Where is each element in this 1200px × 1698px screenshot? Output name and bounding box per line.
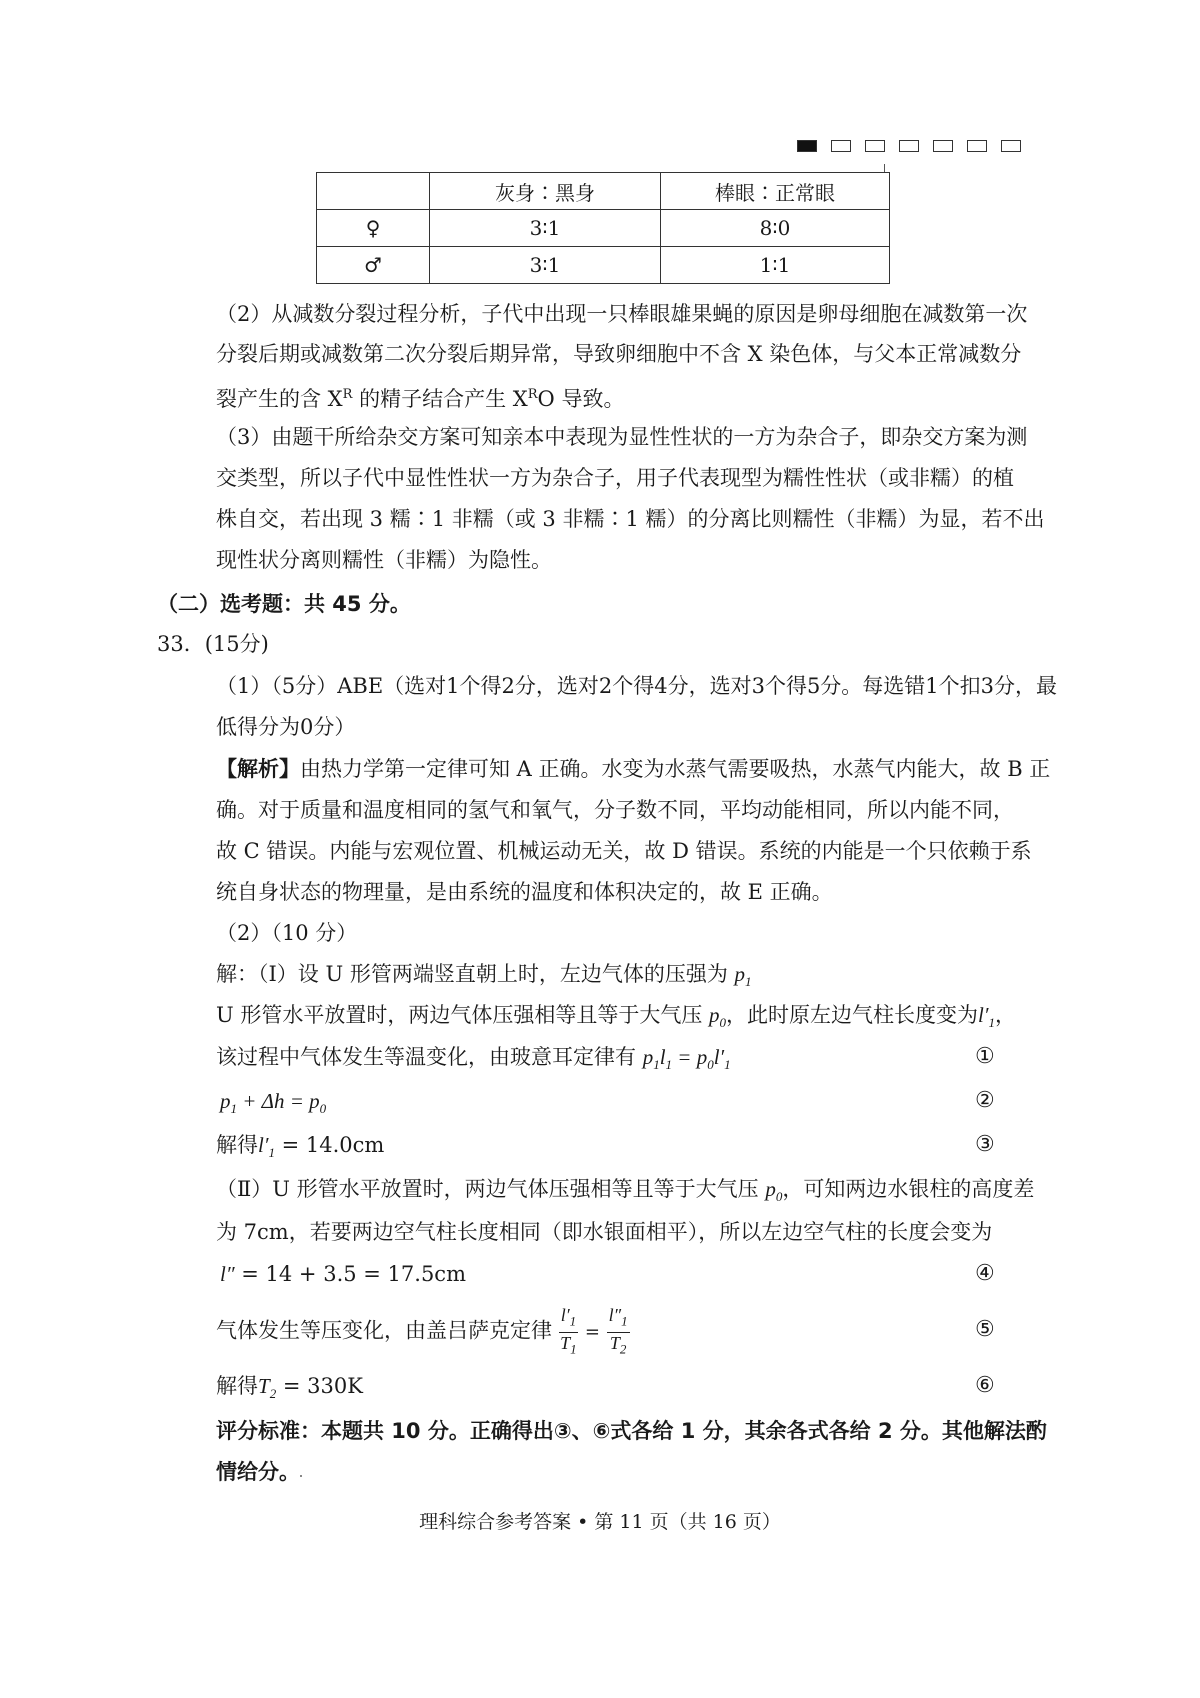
formula: $l'_1$ bbox=[978, 1003, 995, 1031]
solution-line bbox=[216, 960, 752, 996]
text-span: = 14.0cm bbox=[274, 1133, 385, 1157]
paragraph-line: （3）由题干所给杂交方案可知亲本中表现为显性性状的一方为杂合子，即杂交方案为测 bbox=[216, 425, 1028, 449]
formula-line bbox=[220, 1260, 466, 1288]
paragraph-line: 交类型，所以子代中显性性状一方为杂合子，用子代表现型为糯性性状（或非糯）的植 bbox=[216, 466, 1014, 490]
text-span: （Ⅱ）U 形管水平放置时，两边气体压强相等且等于大气压 bbox=[216, 1177, 766, 1201]
paragraph-line: （2）从减数分裂过程分析，子代中出现一只棒眼雄果蝇的原因是卵母细胞在减数第一次 bbox=[216, 302, 1028, 326]
equation-marker: ⑥ bbox=[975, 1373, 995, 1398]
equation-marker: ③ bbox=[975, 1132, 995, 1157]
page-indicators bbox=[797, 140, 1021, 152]
table-tick-mark bbox=[884, 164, 885, 172]
solution-line bbox=[216, 1131, 384, 1167]
indicator-square bbox=[1001, 140, 1021, 152]
question-number: 33．(15分) bbox=[157, 632, 269, 656]
subquestion-label: （2）（10 分） bbox=[216, 921, 358, 945]
formula: $l'_1$ bbox=[258, 1133, 275, 1161]
table-header-cell: 灰身∶黑身 bbox=[430, 173, 661, 210]
formula: $T_2$ bbox=[258, 1374, 277, 1402]
text-span: 该过程中气体发生等温变化，由玻意耳定律有 bbox=[216, 1045, 643, 1069]
equation-marker: ① bbox=[975, 1044, 995, 1069]
paragraph-line: 现性状分离则糯性（非糯）为隐性。 bbox=[216, 548, 552, 572]
table-cell: ♂ bbox=[317, 247, 430, 284]
solution-line bbox=[216, 1372, 363, 1408]
text-span: = 14 + 3.5 = 17.5cm bbox=[234, 1262, 466, 1286]
analysis-line bbox=[216, 755, 1050, 783]
formula: l″ bbox=[220, 1262, 235, 1286]
section-heading: （二）选考题：共 45 分。 bbox=[157, 592, 411, 616]
table-header-row bbox=[317, 173, 890, 210]
table-cell: 8∶0 bbox=[661, 210, 890, 247]
table-row bbox=[317, 247, 890, 284]
formula: $p_0$ bbox=[709, 1003, 727, 1031]
solution-line bbox=[216, 1175, 1034, 1211]
text-span: 气体发生等压变化，由盖吕萨克定律 bbox=[216, 1318, 552, 1343]
indicator-square bbox=[899, 140, 919, 152]
table-cell: 3∶1 bbox=[430, 247, 661, 284]
phenotype-ratio-table bbox=[316, 172, 890, 284]
paragraph-line: 故 C 错误。内能与宏观位置、机械运动无关，故 D 错误。系统的内能是一个只依赖于系 bbox=[216, 839, 1032, 863]
paragraph-line: 分裂后期或减数第二次分裂后期异常，导致卵细胞中不含 X 染色体，与父本正常减数分 bbox=[216, 342, 1022, 366]
solution-line: U 形管水平放置时，两边气体压强相等且等于大气压 $p_0$，此时原左边气柱长度变为$l'_1$， bbox=[216, 1003, 1016, 1031]
fraction: $\frac{l'_1}{T_1}$ bbox=[560, 1305, 577, 1357]
text-span: 由热力学第一定律可知 A 正确。水变为水蒸气需要吸热，水蒸气内能大，故 B 正 bbox=[300, 757, 1051, 781]
text-span: 解得 bbox=[216, 1374, 258, 1398]
equation-marker: ② bbox=[975, 1088, 995, 1113]
page-footer: 理科综合参考答案 • 第 11 页（共 16 页） bbox=[419, 1511, 781, 1533]
solution-line bbox=[216, 1043, 731, 1079]
grading-criteria: 评分标准：本题共 10 分。正确得出③、⑥式各给 1 分，其余各式各给 2 分。其他解法酌 bbox=[216, 1419, 1047, 1443]
equation-marker: ④ bbox=[975, 1261, 995, 1286]
text-span: 裂产生的含 X bbox=[216, 387, 343, 411]
formula: $p_0$ bbox=[765, 1177, 783, 1205]
text-span: ，可知两边水银柱的高度差 bbox=[782, 1177, 1035, 1201]
grading-criteria: 情给分。 bbox=[216, 1460, 300, 1484]
paragraph-line: 为 7cm，若要两边空气柱长度相同（即水银面相平），所以左边空气柱的长度会变为 bbox=[216, 1220, 993, 1244]
text-span: ，此时原左边气柱长度变为 bbox=[726, 1003, 979, 1027]
text-span: U 形管水平放置时，两边气体压强相等且等于大气压 bbox=[216, 1003, 710, 1027]
table-header-cell bbox=[317, 173, 430, 210]
table-header-cell: 棒眼∶正常眼 bbox=[661, 173, 890, 210]
superscript: R bbox=[342, 387, 353, 402]
text-span: 解得 bbox=[216, 1133, 258, 1157]
analysis-label: 【解析】 bbox=[216, 757, 300, 781]
superscript: R bbox=[527, 387, 538, 402]
fraction: $\frac{l''_1}{T_2}$ bbox=[608, 1305, 628, 1357]
indicator-square bbox=[933, 140, 953, 152]
paragraph-line: （1）（5分）ABE（选对1个得2分，选对2个得4分，选对3个得5分。每选错1个扣3分，最 bbox=[216, 674, 1058, 698]
indicator-square bbox=[967, 140, 987, 152]
text-span: 的精子结合产生 X bbox=[352, 387, 528, 411]
formula-line bbox=[220, 1087, 326, 1123]
text-span: 解：（Ⅰ）设 U 形管两端竖直朝上时，左边气体的压强为 bbox=[216, 962, 735, 986]
formula: $p_1$ bbox=[734, 962, 752, 990]
scan-dot bbox=[300, 1475, 302, 1477]
equation-marker: ⑤ bbox=[975, 1317, 995, 1342]
paragraph-line: 确。对于质量和温度相同的氢气和氧气，分子数不同，平均动能相同，所以内能不同， bbox=[216, 798, 1014, 822]
indicator-square bbox=[831, 140, 851, 152]
paragraph-line: 株自交，若出现 3 糯∶1 非糯（或 3 非糯∶1 糯）的分离比则糯性（非糯）为显，若不出 bbox=[216, 507, 1045, 531]
table-cell: 1∶1 bbox=[661, 247, 890, 284]
text-span: O 导致。 bbox=[537, 387, 625, 411]
paragraph-line: 统自身状态的物理量，是由系统的温度和体积决定的，故 E 正确。 bbox=[216, 880, 833, 904]
table-cell: 3∶1 bbox=[430, 210, 661, 247]
table-cell: ♀ bbox=[317, 210, 430, 247]
paragraph-line: 低得分为0分） bbox=[216, 715, 356, 739]
indicator-square-filled bbox=[797, 140, 817, 152]
formula: $p_1l_1 = p_0l'_1$ bbox=[642, 1045, 731, 1073]
table-row bbox=[317, 210, 890, 247]
solution-line: 气体发生等压变化，由盖吕萨克定律 $\frac{l'_1}{T_1}$ = $\frac{l''_1}{T_2}$ bbox=[216, 1305, 630, 1359]
formula: $p_1 + \Delta h = p_0$ bbox=[220, 1089, 327, 1117]
text-span: = 330K bbox=[276, 1374, 363, 1398]
indicator-square bbox=[865, 140, 885, 152]
paragraph-line bbox=[216, 381, 624, 413]
